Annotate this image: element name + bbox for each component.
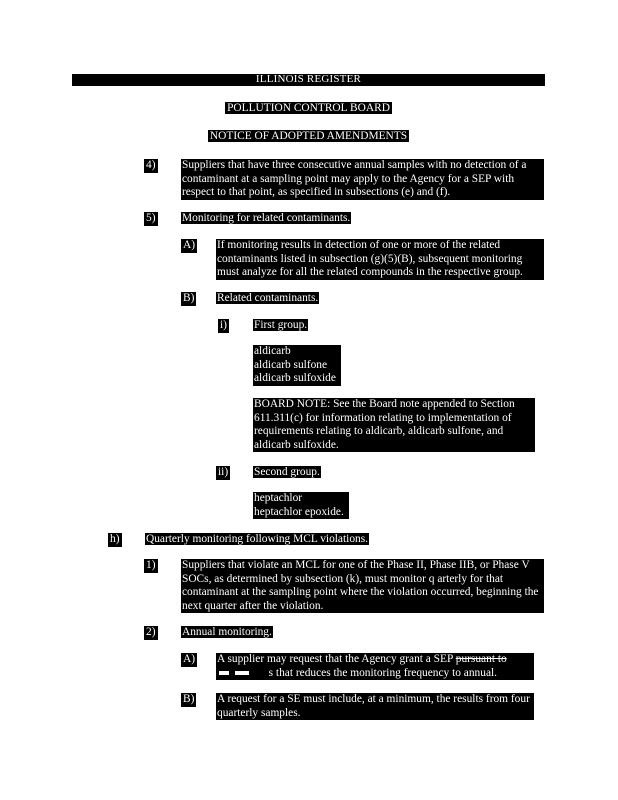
register-title: ILLINOIS REGISTER	[255, 73, 362, 85]
notice-title-row	[72, 130, 545, 144]
redaction-mark	[235, 671, 249, 675]
item-h2A-text	[216, 653, 534, 680]
item-ii-text: Second group.	[254, 466, 320, 478]
item-h1-label: 1)	[146, 559, 156, 571]
item-h-text: Quarterly monitoring following MCL violations.	[146, 533, 368, 545]
item-h	[145, 533, 369, 547]
item-ii	[253, 466, 321, 480]
item-5B	[216, 292, 319, 306]
list-item: aldicarb sulfone	[253, 359, 341, 373]
item-ii-label: ii)	[218, 466, 229, 478]
item-h2B-label: B)	[183, 693, 195, 705]
list-item: aldicarb	[253, 345, 341, 359]
item-h-label: h)	[110, 533, 120, 545]
item-h1	[181, 559, 544, 613]
item-h2A-struck: pursuant to	[455, 653, 507, 665]
item-4-label: 4)	[146, 159, 156, 171]
list-item: aldicarb sulfoxide	[253, 372, 341, 386]
item-5-text: Monitoring for related contaminants.	[182, 212, 351, 224]
item-h1-text: Suppliers that violate an MCL for one of the Phase II, Phase IIB, or Phase V SOCs, as determined by subsection (k), must monitor q arterly for that contaminant at the sampling point where the violation occurred, beginning the next quarter after the violation.	[181, 559, 544, 613]
board-title-row	[72, 102, 545, 116]
notice-title: NOTICE OF ADOPTED AMENDMENTS	[209, 130, 408, 142]
item-4-text: Suppliers that have three consecutive annual samples with no detection of a contaminant at a sampling point may apply to the Agency for a SEP with respect to that point, as specified in subsections (e) and (f).	[181, 159, 544, 200]
item-h2A-text-2: s that reduces the monitoring frequency to annual.	[268, 666, 498, 679]
item-i-label: i)	[220, 319, 227, 331]
item-i-text: First group.	[254, 319, 308, 331]
item-4	[181, 159, 544, 200]
list-item: heptachlor epoxide.	[253, 506, 349, 520]
item-h2-text: Annual monitoring.	[182, 626, 272, 638]
redaction-mark	[219, 671, 229, 675]
board-note-text: BOARD NOTE: See the Board note appended to Section 611.311(c) for information relating to implementation of requirements relating to aldicarb, aldicarb sulfone, and aldicarb sulfoxide.	[253, 398, 535, 452]
item-h2A	[216, 653, 534, 680]
second-group-list	[253, 492, 349, 519]
item-h2B	[216, 693, 534, 720]
item-5B-label: B)	[183, 292, 195, 304]
item-h2A-text-1: A supplier may request that the Agency grant a SEP	[217, 653, 453, 665]
list-item: heptachlor	[253, 492, 349, 506]
item-i	[253, 319, 308, 333]
register-header-bar	[72, 74, 545, 86]
item-h2A-label: A)	[183, 653, 196, 665]
board-note	[253, 398, 535, 452]
item-5-label: 5)	[146, 212, 156, 224]
board-title: POLLUTION CONTROL BOARD	[227, 102, 390, 114]
item-5A	[216, 239, 544, 280]
item-5A-text: If monitoring results in detection of one or more of the related contaminants listed in subsection (g)(5)(B), subsequent monitoring must analyze for all the related compounds in the respective group.	[216, 239, 544, 280]
item-5B-text: Related contaminants.	[217, 292, 319, 304]
item-h2	[181, 626, 273, 640]
item-h2B-text: A request for a SE must include, at a minimum, the results from four quarterly samples.	[216, 693, 534, 720]
first-group-list	[253, 345, 341, 386]
item-h2-label: 2)	[146, 626, 156, 638]
item-5	[181, 212, 351, 226]
item-5A-label: A)	[183, 239, 196, 251]
